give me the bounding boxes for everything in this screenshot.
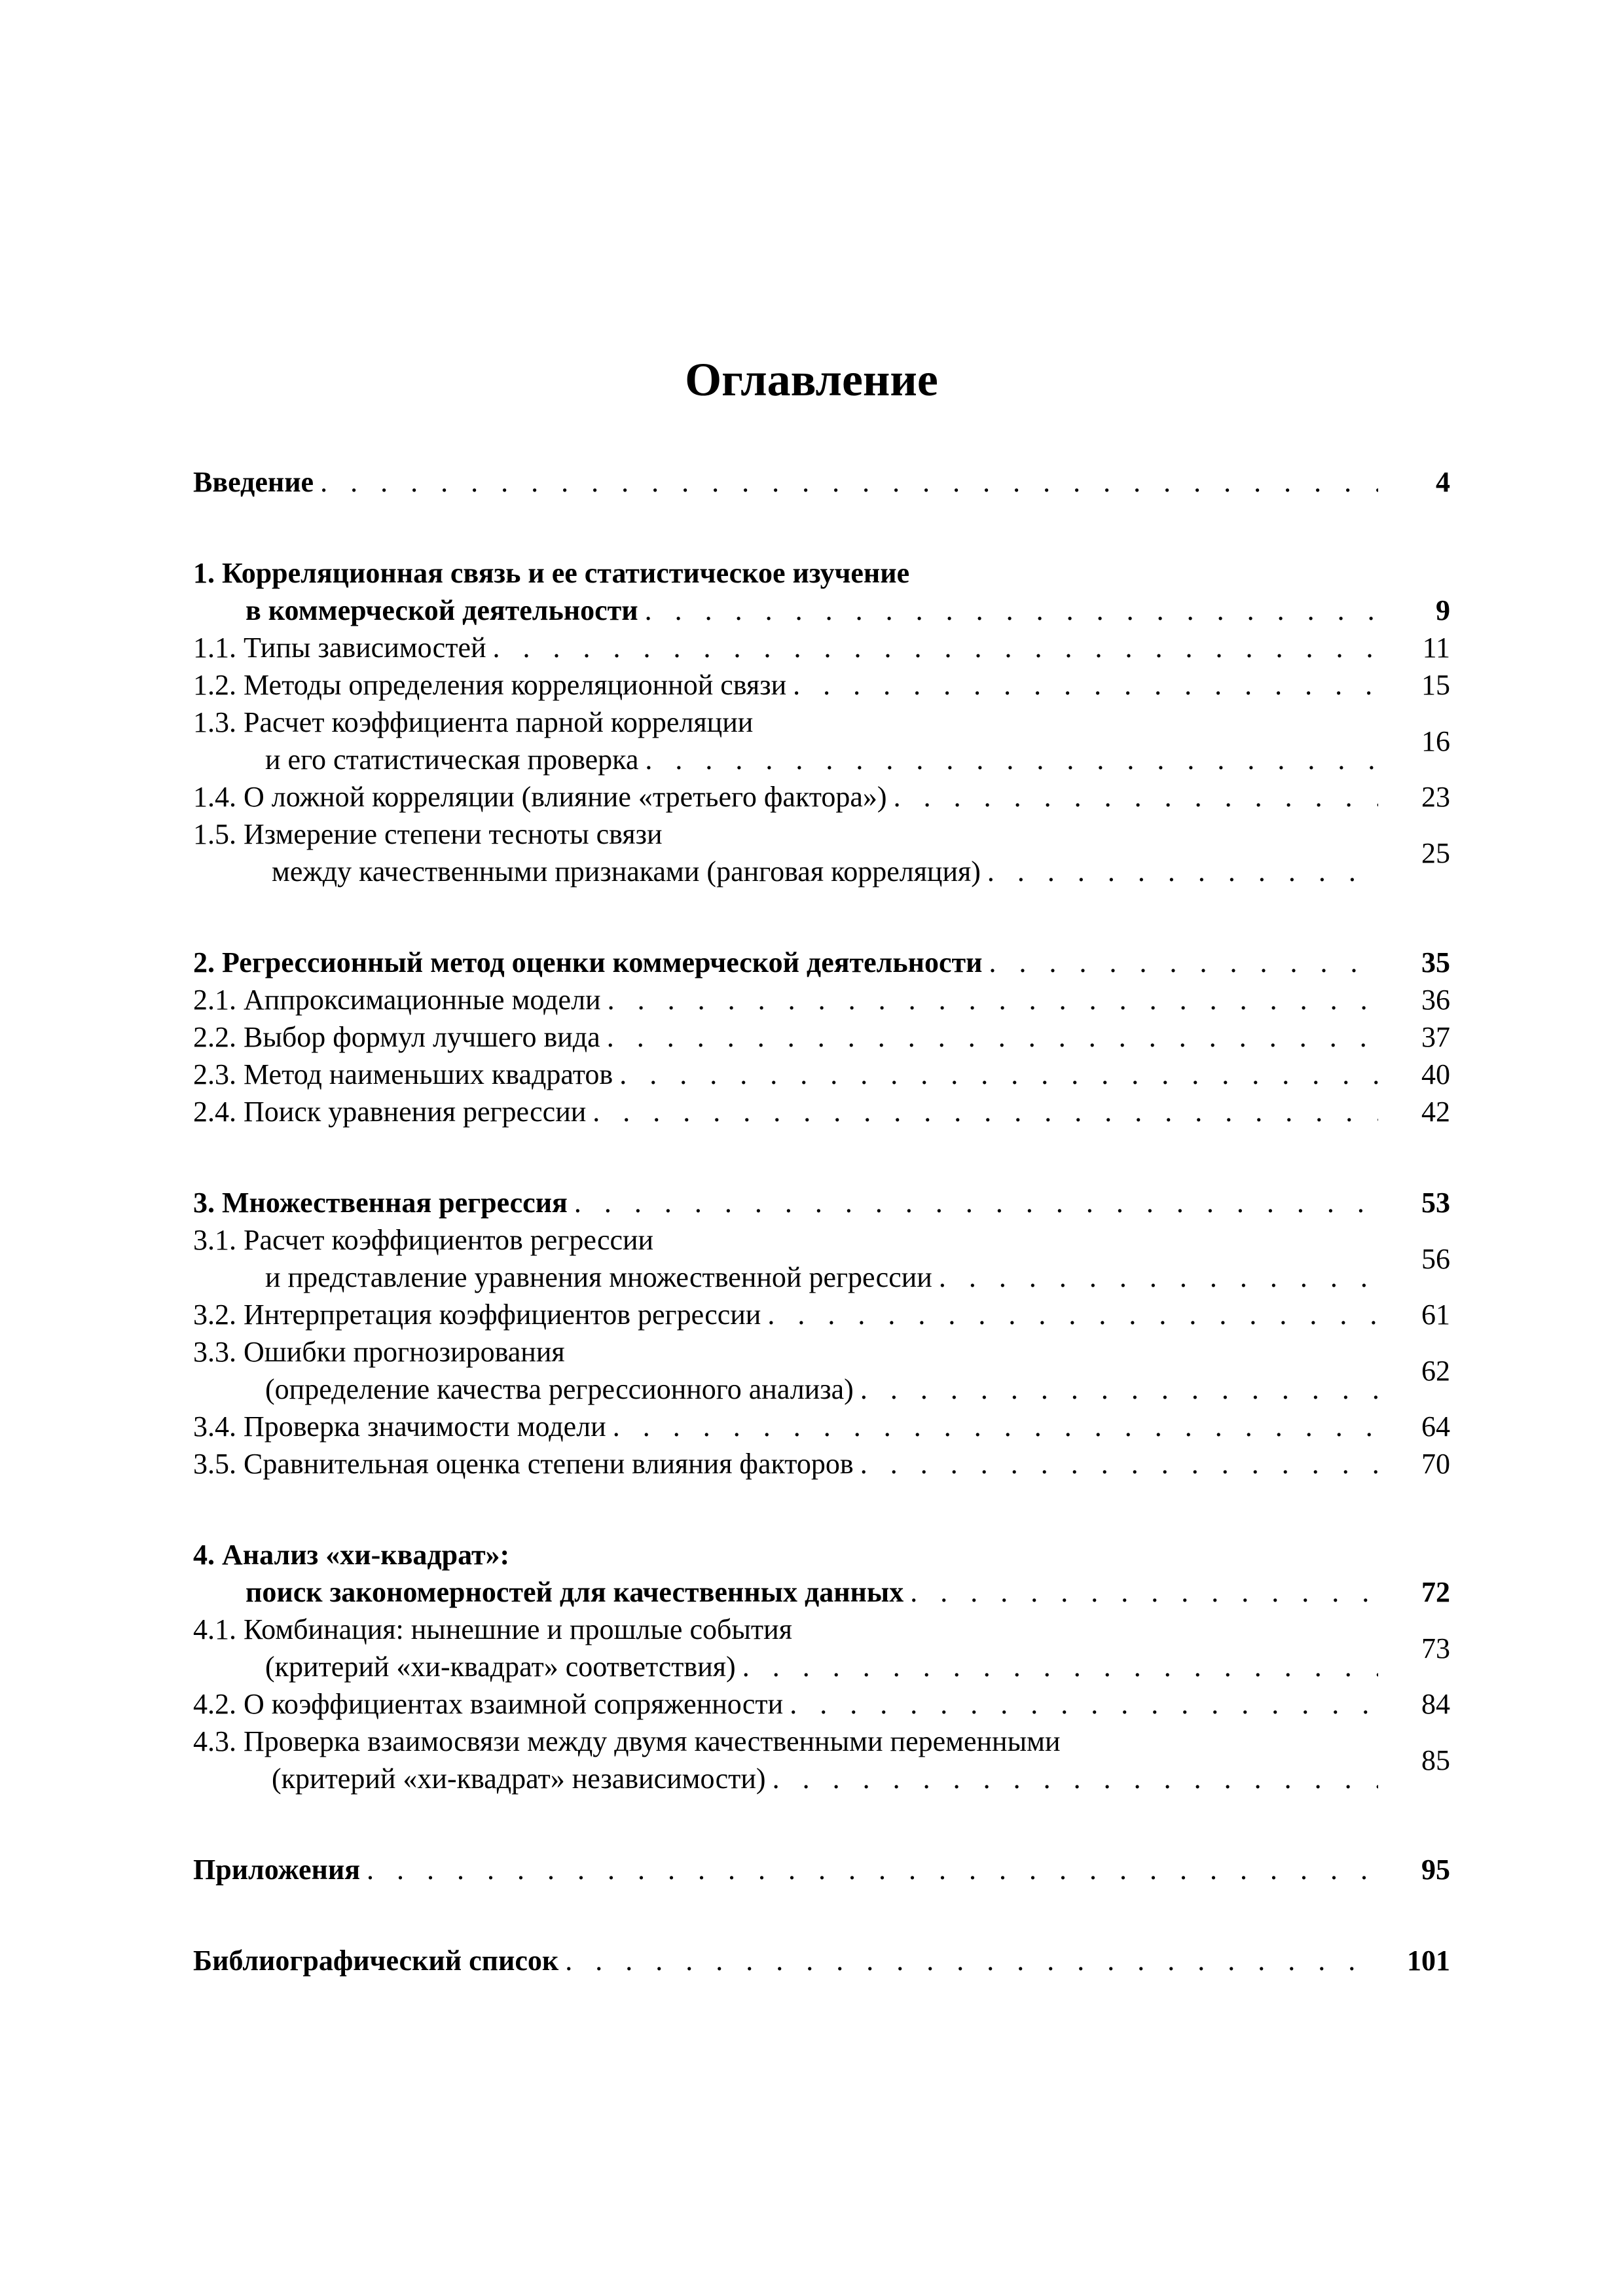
dot-leader (619, 1056, 1378, 1093)
dot-leader (645, 741, 1378, 778)
dot-leader (613, 1408, 1378, 1445)
toc-entry-title: Приложения (193, 1854, 360, 1886)
toc-entry (193, 1333, 1450, 1408)
dot-leader (574, 1184, 1378, 1221)
toc-page-number: 37 (1421, 1021, 1450, 1053)
dot-leader (793, 666, 1378, 704)
toc-entry-title: и представление уравнения множественной регрессии (265, 1261, 932, 1293)
dot-leader (593, 1093, 1378, 1130)
dot-leader (910, 1573, 1378, 1611)
toc-page-number: 73 (1421, 1632, 1450, 1664)
toc-entry (193, 981, 1450, 1018)
dot-leader (939, 1259, 1378, 1296)
toc-entry-title: (критерий «хи-квадрат» соответствия) (265, 1651, 736, 1683)
toc-page-number: 25 (1421, 836, 1450, 869)
toc-entry (193, 944, 1450, 981)
toc-section (193, 463, 1450, 501)
toc-page-number: 11 (1422, 632, 1450, 664)
toc-section (193, 1184, 1450, 1482)
dot-leader (367, 1851, 1378, 1888)
toc-page-number: 85 (1421, 1744, 1450, 1776)
dot-leader (894, 778, 1378, 816)
toc-entry-title: (определение качества регрессионного анализа) (265, 1373, 854, 1405)
toc-entry (193, 1221, 1450, 1296)
toc-entry (193, 816, 1450, 890)
toc-entry-title: 1.1. Типы зависимостей (193, 632, 486, 664)
toc-entry (193, 463, 1450, 501)
toc-entry (193, 554, 1450, 629)
toc-section (193, 1536, 1450, 1797)
dot-leader (742, 1648, 1378, 1685)
toc-page-number: 56 (1421, 1242, 1450, 1275)
toc-page-number: 70 (1421, 1448, 1450, 1480)
toc-section (193, 944, 1450, 1130)
toc-entry-title: и его статистическая проверка (265, 744, 639, 776)
toc-page-number: 35 (1421, 946, 1450, 978)
toc-page-number: 101 (1407, 1945, 1450, 1977)
toc-entry (193, 1851, 1450, 1888)
toc-page-number: 84 (1421, 1688, 1450, 1720)
toc-page-number: 61 (1421, 1299, 1450, 1331)
dot-leader (607, 1018, 1378, 1056)
toc-entry (193, 1018, 1450, 1056)
toc-section (193, 1942, 1450, 1979)
toc-entry-title: 1.2. Методы определения корреляционной связи (193, 669, 787, 701)
toc-entry-title: 2.4. Поиск уравнения регрессии (193, 1096, 587, 1128)
dot-leader (773, 1760, 1378, 1797)
toc-page-number: 36 (1421, 984, 1450, 1016)
toc-entry (193, 1536, 1450, 1611)
toc-page-number: 9 (1436, 594, 1450, 626)
dot-leader (790, 1685, 1378, 1723)
toc-entry-title: 3.1. Расчет коэффициентов регрессии (193, 1224, 654, 1256)
toc-entry-title: 4.2. О коэффициентах взаимной сопряженности (193, 1688, 784, 1720)
table-of-contents (193, 463, 1450, 2033)
toc-entry-title: 2. Регрессионный метод оценки коммерческой деятельности (193, 946, 983, 978)
toc-entry-title: 3.5. Сравнительная оценка степени влияния факторов (193, 1448, 854, 1480)
toc-page-number: 16 (1421, 725, 1450, 757)
dot-leader (493, 629, 1378, 666)
toc-entry (193, 778, 1450, 816)
toc-entry-title: 3.3. Ошибки прогнозирования (193, 1336, 565, 1368)
toc-entry (193, 629, 1450, 666)
toc-entry-title: 2.2. Выбор формул лучшего вида (193, 1021, 600, 1053)
toc-page-number: 72 (1421, 1576, 1450, 1608)
toc-entry-title: 2.3. Метод наименьших квадратов (193, 1058, 613, 1090)
toc-entry (193, 1056, 1450, 1093)
toc-page-number: 23 (1421, 781, 1450, 813)
dot-leader (320, 463, 1378, 501)
toc-entry (193, 1723, 1450, 1797)
toc-entry (193, 1445, 1450, 1482)
dot-leader (860, 1445, 1378, 1482)
toc-entry-title: 1. Корреляционная связь и ее статистическое изучение (193, 557, 910, 589)
page-title: Оглавление (685, 353, 938, 406)
toc-entry-title: 3.2. Интерпретация коэффициентов регрессии (193, 1299, 761, 1331)
dot-leader (608, 981, 1378, 1018)
dot-leader (767, 1296, 1378, 1333)
toc-entry (193, 1296, 1450, 1333)
toc-section (193, 554, 1450, 890)
toc-entry-title: в коммерческой деятельности (246, 594, 638, 626)
toc-page-number: 95 (1421, 1854, 1450, 1886)
toc-entry-title: 4. Анализ «хи-квадрат»: (193, 1539, 510, 1571)
toc-entry (193, 1942, 1450, 1979)
toc-entry (193, 1184, 1450, 1221)
toc-entry (193, 666, 1450, 704)
dot-leader (987, 853, 1378, 890)
toc-entry-title: 4.3. Проверка взаимосвязи между двумя качественными переменными (193, 1725, 1061, 1757)
toc-page-number: 62 (1421, 1354, 1450, 1387)
toc-entry (193, 1093, 1450, 1130)
toc-entry-title: поиск закономерностей для качественных данных (246, 1576, 904, 1608)
toc-entry-title: 1.5. Измерение степени тесноты связи (193, 818, 663, 850)
dot-leader (989, 944, 1378, 981)
toc-entry-title: 3. Множественная регрессия (193, 1187, 568, 1219)
dot-leader (860, 1371, 1378, 1408)
toc-entry-title: 1.4. О ложной корреляции (влияние «третьего фактора») (193, 781, 887, 813)
toc-entry-title: 3.4. Проверка значимости модели (193, 1410, 606, 1443)
toc-entry-title: Библиографический список (193, 1945, 559, 1977)
toc-entry-title: 2.1. Аппроксимационные модели (193, 984, 601, 1016)
toc-entry-title: (критерий «хи-квадрат» независимости) (272, 1763, 766, 1795)
toc-entry-title: 4.1. Комбинация: нынешние и прошлые события (193, 1613, 792, 1645)
toc-section (193, 1851, 1450, 1888)
toc-page-number: 64 (1421, 1410, 1450, 1443)
toc-entry (193, 704, 1450, 778)
toc-page-number: 42 (1421, 1096, 1450, 1128)
dot-leader (645, 592, 1378, 629)
toc-entry (193, 1408, 1450, 1445)
toc-entry (193, 1611, 1450, 1685)
toc-page-number: 53 (1421, 1187, 1450, 1219)
toc-entry-title: между качественными признаками (ранговая корреляция) (272, 855, 981, 888)
toc-entry-title: 1.3. Расчет коэффициента парной корреляции (193, 706, 754, 738)
dot-leader (565, 1942, 1378, 1979)
toc-page-number: 15 (1421, 669, 1450, 701)
toc-page-number: 4 (1436, 466, 1450, 498)
toc-entry (193, 1685, 1450, 1723)
toc-entry-title: Введение (193, 466, 314, 498)
toc-page-number: 40 (1421, 1058, 1450, 1090)
